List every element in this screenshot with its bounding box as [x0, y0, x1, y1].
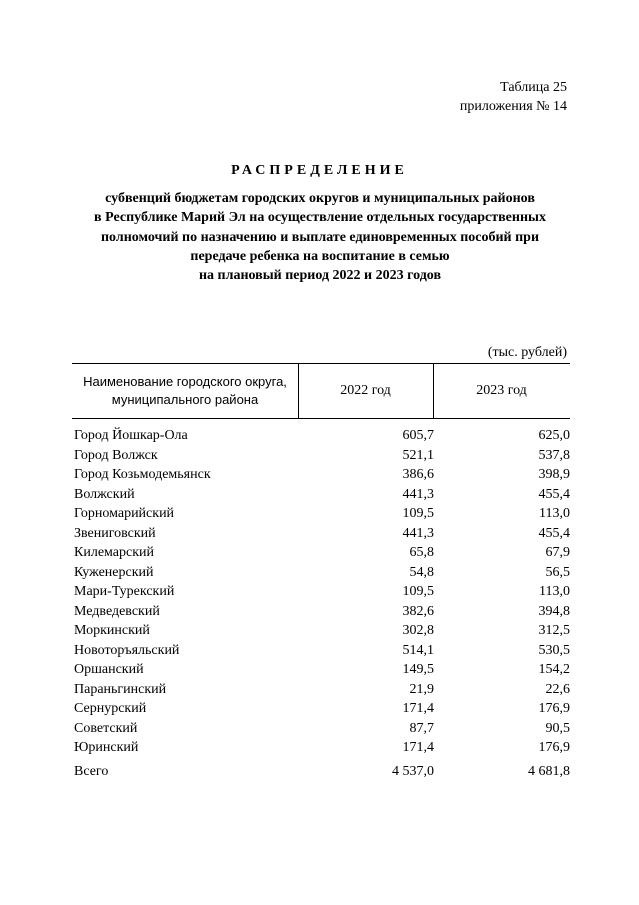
row-name: Город Йошкар-Ола [74, 428, 188, 443]
total-2023: 4 681,8 [528, 764, 570, 779]
row-name: Юринский [74, 740, 139, 755]
row-value-2022: 171,4 [402, 740, 434, 755]
total-row [72, 762, 570, 782]
table-row [72, 680, 570, 700]
units-label: (тыс. рублей) [487, 345, 567, 360]
row-value-2023: 113,0 [539, 584, 570, 599]
row-value-2023: 455,4 [538, 525, 570, 541]
row-name: Звениговский [74, 525, 156, 541]
subtitle-line: на плановый период 2022 и 2023 годов [198, 268, 442, 284]
row-value-2022: 171,4 [402, 701, 434, 716]
subtitle-line: в Республике Марий Эл на осуществление отдельных государственных [94, 210, 546, 226]
subtitle-line: субвенций бюджетам городских округов и муниципальных районов [105, 191, 535, 206]
table-row [72, 504, 570, 524]
document-title: РАСПРЕДЕЛЕНИЕ [231, 163, 408, 178]
subtitle-line: полномочий по назначению и выплате единовременных пособий при [100, 229, 540, 245]
row-name: Моркинский [74, 623, 150, 638]
table-row [72, 738, 570, 758]
table-row [72, 641, 570, 661]
total-label: Всего [74, 764, 109, 779]
subtitle-line: передаче ребенка на воспитание в семью [190, 248, 450, 264]
row-value-2023: 176,9 [538, 740, 570, 755]
table-row [72, 446, 570, 466]
row-name: Оршанский [74, 662, 144, 677]
table-header-border [72, 418, 570, 419]
row-value-2023: 625,0 [538, 428, 570, 443]
row-name: Мари-Турекский [74, 584, 175, 599]
table-row [72, 621, 570, 641]
table-number: Таблица 25 [500, 80, 567, 95]
row-value-2023: 113,0 [539, 506, 570, 521]
row-value-2022: 441,3 [402, 525, 434, 541]
table-row [72, 426, 570, 446]
row-name: Волжский [74, 486, 135, 502]
row-value-2023: 537,8 [538, 447, 570, 463]
row-value-2022: 302,8 [402, 623, 434, 638]
row-value-2022: 65,8 [409, 545, 434, 560]
row-name: Советский [74, 720, 138, 736]
table-row [72, 543, 570, 563]
table-row [72, 602, 570, 622]
row-value-2023: 67,9 [545, 545, 570, 560]
row-value-2022: 605,7 [402, 428, 434, 443]
row-value-2023: 455,4 [538, 486, 570, 502]
row-value-2022: 386,6 [402, 467, 434, 482]
table-row [72, 719, 570, 739]
row-value-2022: 441,3 [402, 486, 434, 502]
row-value-2023: 176,9 [538, 701, 570, 716]
row-name: Сернурский [74, 701, 147, 716]
document-subtitle [60, 189, 580, 285]
row-value-2022: 87,7 [409, 720, 434, 736]
column-header-name: Наименование городского округа, муниципального района [83, 373, 287, 407]
table-body [72, 426, 570, 758]
row-value-2022: 109,5 [402, 584, 434, 599]
row-name: Горномарийский [74, 506, 175, 521]
row-name: Новоторъяльский [74, 642, 180, 658]
row-value-2023: 530,5 [538, 642, 570, 658]
row-name: Город Козьмодемьянск [74, 467, 211, 482]
table-row [72, 485, 570, 505]
column-header-2022: 2022 год [340, 382, 391, 398]
row-value-2022: 514,1 [402, 642, 434, 658]
table-row [72, 524, 570, 544]
table-row [72, 465, 570, 485]
row-value-2023: 398,9 [538, 467, 570, 482]
table-row [72, 582, 570, 602]
column-header-2023: 2023 год [476, 382, 527, 398]
row-value-2022: 382,6 [402, 603, 434, 619]
row-name: Килемарский [74, 545, 155, 560]
row-name: Куженерский [74, 564, 154, 580]
row-name: Медведевский [74, 603, 160, 619]
total-2022: 4 537,0 [392, 764, 434, 779]
row-value-2022: 109,5 [402, 506, 434, 521]
row-value-2023: 22,6 [545, 681, 570, 697]
row-value-2022: 149,5 [402, 662, 434, 677]
row-name: Город Волжск [74, 447, 158, 463]
table-row [72, 699, 570, 719]
row-value-2022: 54,8 [409, 564, 434, 580]
row-value-2023: 394,8 [538, 603, 570, 619]
row-value-2023: 90,5 [545, 720, 570, 736]
row-name: Параньгинский [74, 681, 167, 697]
annex-reference: приложения № 14 [459, 99, 567, 114]
row-value-2022: 21,9 [409, 681, 434, 697]
table-row [72, 563, 570, 583]
row-value-2023: 56,5 [545, 564, 570, 580]
table-row [72, 660, 570, 680]
row-value-2023: 312,5 [538, 623, 570, 638]
row-value-2023: 154,2 [538, 662, 570, 677]
row-value-2022: 521,1 [402, 447, 434, 463]
